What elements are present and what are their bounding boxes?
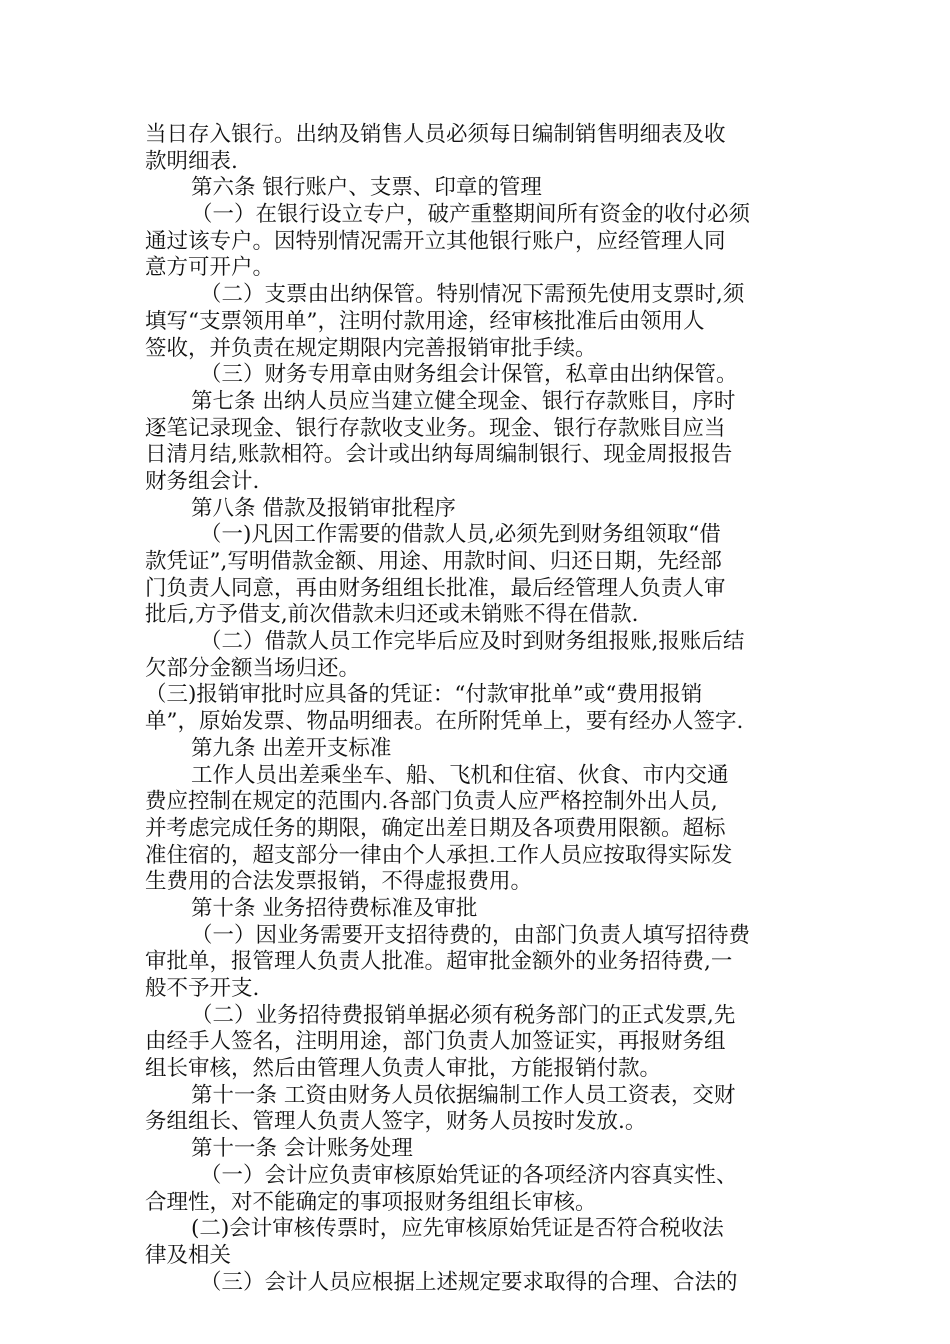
text-line: 准住宿的，超支部分一律由个人承担.工作人员应按取得实际发 (145, 842, 733, 868)
text-line: 工作人员出差乘坐车、船、飞机和住宿、伙食、市内交通 (191, 762, 729, 788)
text-line: 款凭证”,写明借款金额、用途、用款时间、归还日期，先经部 (145, 549, 722, 574)
text-line: 签收，并负责在规定期限内完善报销审批手续。 (145, 335, 597, 361)
text-line: 生费用的合法发票报销，不得虚报费用。 (145, 869, 533, 895)
text-line: 批后,方予借支,前次借款未归还或未销账不得在借款. (145, 602, 639, 628)
text-line: 意方可开户。 (145, 255, 275, 281)
text-line: 财务组会计. (145, 468, 260, 494)
section-heading: 第九条 出差开支标准 (191, 735, 392, 761)
text-line: 单”，原始发票、物品明细表。在所附凭单上，要有经办人签字. (145, 709, 744, 735)
text-line: 费应控制在规定的范围内.各部门负责人应严格控制外出人员, (145, 789, 718, 815)
section-heading: 第七条 出纳人员应当建立健全现金、银行存款账目，序时 (191, 388, 736, 414)
text-line: （三）会计人员应根据上述规定要求取得的合理、合法的 (200, 1269, 738, 1295)
text-line: 逐笔记录现金、银行存款收支业务。现金、银行存款账目应当 (145, 415, 726, 441)
text-line: （二）支票由出纳保管。特别情况下需预先使用支票时,须 (200, 282, 745, 308)
text-line: 填写“支票领用单”，注明付款用途，经审核批准后由领用人 (145, 308, 705, 334)
section-heading: 第十一条 会计账务处理 (191, 1136, 413, 1162)
text-line: 门负责人同意，再由财务组组长批准，最后经管理人负责人审 (145, 575, 726, 601)
section-heading: 第八条 借款及报销审批程序 (191, 495, 456, 521)
section-heading: 第六条 银行账户、支票、印章的管理 (191, 175, 542, 201)
text-line: 务组组长、管理人负责人签字，财务人员按时发放.。 (145, 1109, 647, 1135)
text-line: 款明细表. (145, 148, 238, 174)
text-line: 审批单，报管理人负责人批准。超审批金额外的业务招待费,一 (145, 949, 733, 975)
text-line: 律及相关 (145, 1242, 232, 1268)
text-line: 并考虑完成任务的期限，确定出差日期及各项费用限额。超标 (145, 815, 726, 841)
section-heading: 第十条 业务招待费标准及审批 (191, 895, 478, 921)
text-line: 合理性，对不能确定的事项报财务组组长审核。 (145, 1189, 597, 1215)
text-line: 当日存入银行。出纳及销售人员必须每日编制销售明细表及收 (145, 122, 726, 147)
text-line: (二)会计审核传票时，应先审核原始凭证是否符合税收法 (191, 1216, 724, 1242)
text-line: 般不予开支. (145, 976, 260, 1001)
text-line: （二）借款人员工作完毕后应及时到财务组报账,报账后结 (200, 629, 745, 655)
text-line: 由经手人签名，注明用途，部门负责人加签证实，再报财务组 (145, 1029, 726, 1055)
text-line: （一）在银行设立专户，破产重整期间所有资金的收付必须 (191, 202, 751, 228)
text-line: 欠部分金额当场归还。 (145, 655, 361, 681)
text-line: （二）业务招待费报销单据必须有税务部门的正式发票,先 (191, 1002, 736, 1028)
section-heading: 第十一条 工资由财务人员依据编制工作人员工资表，交财 (191, 1082, 736, 1108)
text-line: （一）因业务需要开支招待费的，由部门负责人填写招待费 (191, 922, 751, 948)
text-line: 组长审核，然后由管理人负责人审批，方能报销付款。 (145, 1056, 662, 1082)
text-line: （一）会计应负责审核原始凭证的各项经济内容真实性、 (200, 1162, 738, 1188)
document-page (145, 122, 810, 1296)
text-line: （一)凡因工作需要的借款人员,必须先到财务组领取“借 (200, 522, 721, 548)
text-line: （三)报销审批时应具备的凭证：“付款审批单”或“费用报销 (145, 682, 703, 708)
text-line: 日清月结,账款相符。会计或出纳每周编制银行、现金周报报告 (145, 442, 733, 468)
text-line: 通过该专户。因特别情况需开立其他银行账户，应经管理人同 (145, 228, 726, 254)
text-line: （三）财务专用章由财务组会计保管，私章由出纳保管。 (200, 362, 738, 388)
